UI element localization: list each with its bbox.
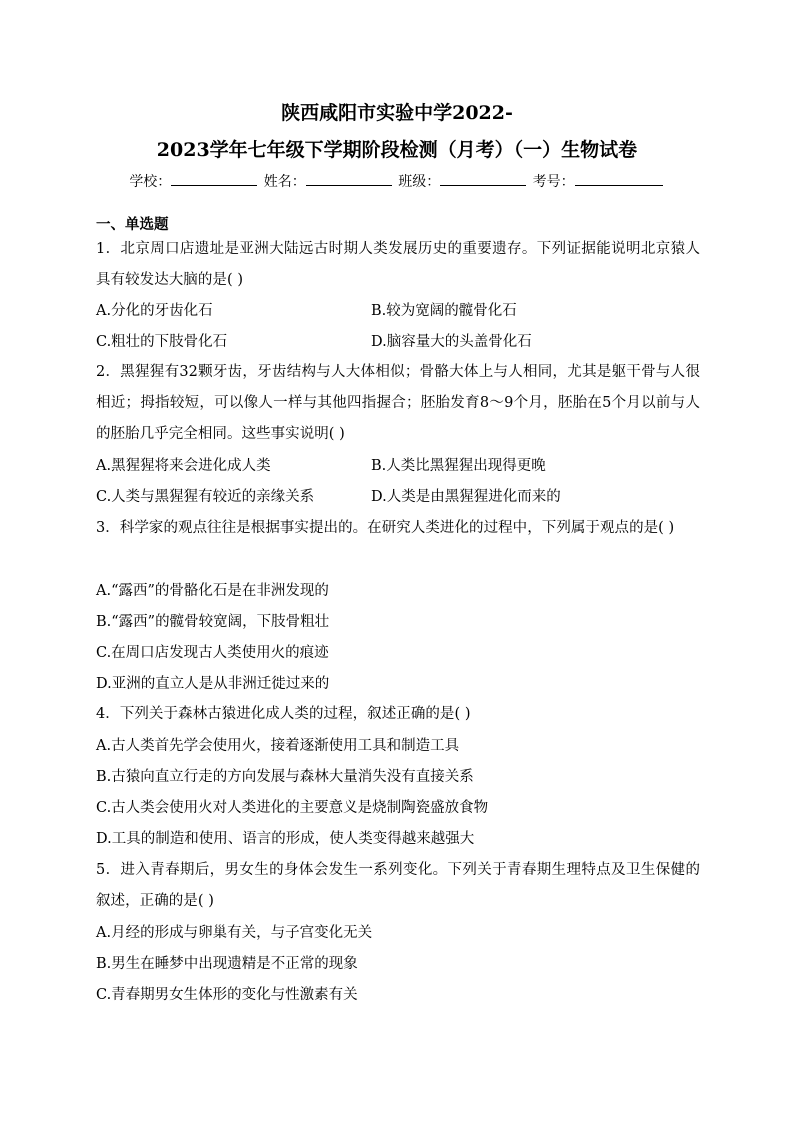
name-blank (306, 171, 392, 186)
question-2-option-b: B.人类比黑猩猩出现得更晚 (371, 458, 546, 474)
question-2-option-d: D.人类是由黑猩猩进化而来的 (371, 489, 561, 505)
question-4-option-a: A.古人类首先学会使用火，接着逐渐使用工具和制造工具 (96, 738, 460, 754)
question-3-option-b: B.“露西”的髋骨较宽阔，下肢骨粗壮 (96, 614, 330, 630)
question-4-stem: 4．下列关于森林古猿进化成人类的过程，叙述正确的是( ) (96, 706, 471, 722)
exam-title-line2: 2023学年七年级下学期阶段检测（月考）（一）生物试卷 (156, 139, 638, 161)
question-5-stem: 5．进入青春期后，男女生的身体会发生一系列变化。下列关于青春期生理特点及卫生保健的叙述，正确的是( ) (96, 862, 700, 909)
class-label: 班级： (398, 174, 441, 190)
question-1-stem: 1．北京周口店遗址是亚洲大陆远古时期人类发展历史的重要遗存。下列证据能说明北京猿人具有较发达大脑的是( ) (96, 241, 700, 288)
question-1-option-c: C.粗壮的下肢骨化石 (96, 334, 228, 350)
question-3-option-a: A.“露西”的骨骼化石是在非洲发现的 (96, 583, 329, 599)
question-3-option-d: D.亚洲的直立人是从非洲迁徙过来的 (96, 676, 330, 692)
question-1-option-a: A.分化的牙齿化石 (96, 303, 213, 319)
question-4-option-b: B.古猿向直立行走的方向发展与森林大量消失没有直接关系 (96, 769, 474, 785)
question-5-option-b: B.男生在睡梦中出现遗精是不正常的现象 (96, 956, 358, 972)
number-label: 考号： (532, 174, 575, 190)
question-5-option-c: C.青春期男女生体形的变化与性激素有关 (96, 987, 358, 1003)
question-2-stem: 2．黑猩猩有32颗牙齿，牙齿结构与人大体相似；骨骼大体上与人相同，尤其是躯干骨与人很相近；拇指较短，可以像人一样与其他四指握合；胚胎发育8～9个月，胚胎在5个月以前与人的胚胎几乎完全相同。这些事实说明( ) (96, 364, 700, 442)
exam-title-line1: 陕西咸阳市实验中学2022- (281, 102, 513, 124)
question-1-option-b: B.较为宽阔的髋骨化石 (371, 303, 517, 319)
question-3-stem: 3．科学家的观点往往是根据事实提出的。在研究人类进化的过程中，下列属于观点的是( ) (96, 520, 675, 536)
class-blank (440, 171, 526, 186)
student-info-row (0, 171, 794, 192)
question-4-option-c: C.古人类会使用火对人类进化的主要意义是烧制陶瓷盛放食物 (96, 800, 489, 816)
question-4-option-d: D.工具的制造和使用、语言的形成，使人类变得越来越强大 (96, 831, 475, 847)
question-3-option-c: C.在周口店发现古人类使用火的痕迹 (96, 645, 329, 661)
school-blank (171, 171, 257, 186)
number-blank (575, 171, 663, 186)
question-5-option-a: A.月经的形成与卵巢有关，与子宫变化无关 (96, 925, 373, 941)
question-2-option-c: C.人类与黑猩猩有较近的亲缘关系 (96, 489, 315, 505)
question-1-option-d: D.脑容量大的头盖骨化石 (371, 334, 532, 350)
question-2-option-a: A.黑猩猩将来会进化成人类 (96, 458, 271, 474)
school-label: 学校： (129, 174, 172, 190)
section-title: 一、单选题 (96, 216, 169, 233)
name-label: 姓名： (263, 174, 306, 190)
